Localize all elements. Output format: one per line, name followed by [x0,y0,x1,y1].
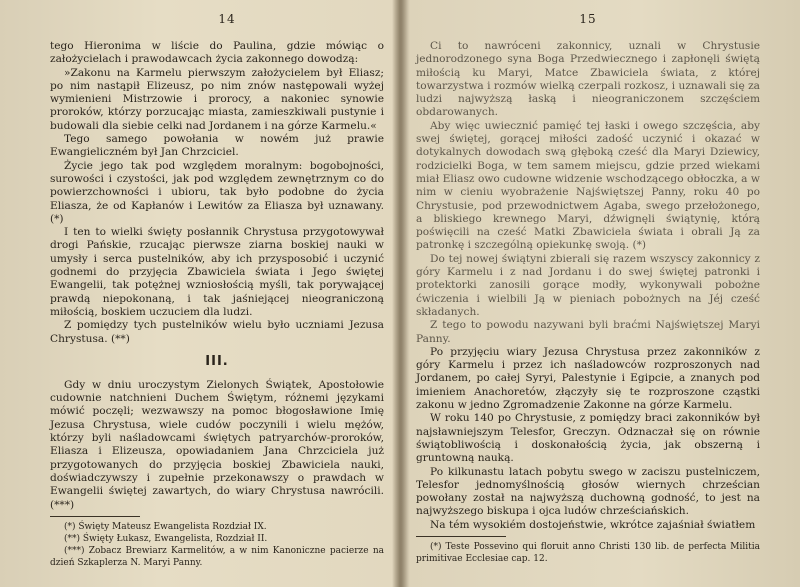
section-heading: III. [205,353,229,369]
page-number-right: 15 [579,12,597,26]
paragraph: I ten to wielki święty posłannik Chrystusa przygotowywał drogi Pańskie, rzucając pierwsze ziarna boskiej nauki w umysły i serca pustelników, aby ich przysposobić i uczynić godnemi do przyjęcia Zbawiciela świata i Jego świętej Ewangelii, tak potężnej wzniosłością myśli, tak porywającej prawdą niepokonaną, i tak jaśniejącej nieograniczoną miłością, boskiem uczuciem dla ludzi. [50,226,384,318]
right-page [402,0,800,587]
paragraph: W roku 140 po Chrystusie, z pomiędzy braci zakonników był najsławniejszym Telesfor, Greczyn. Odznaczał się on równie świątobliwością i doskonałością życia, jak obszerną i gruntowną nauką. [416,412,760,465]
footnote-divider [416,536,506,537]
page-number-left: 14 [218,12,236,26]
quote-paragraph: »Zakonu na Karmelu pierwszym założycielem był Eliasz; po nim nastąpił Elizeusz, po nim znów następowali wyżej wymienieni Mistrzowie i prorocy, a nakoniec synowie proroków, którzy porzucając miasta, zamieszkiwali pustynie i budowali dla siebie celki nad Jordanem i na górze Karmelu.« [50,66,384,132]
paragraph: Gdy w dniu uroczystym Zielonych Świątek, Apostołowie cudownie natchnieni Duchem Świętym, różnemi językami mówić poczęli; wezwawszy na pomoc błogosławione Imię Jezusa Chrystusa, wiele cudów poczynili i wielu mężów, którzy byli naśladowcami świętych patryarchów-proroków, Eliasza i Elizeusza, opowiadaniem Jana Chrzciciela już przygotowanych do przyjęcia boskiej Zbawiciela nauki, doświadczywszy i zupełnie przekonawszy o prawdach w Ewangelii świętej zawartych, do wiary Chrystusa nawrócili. (***) [50,378,384,511]
paragraph: Aby więc uwiecznić pamięć tej łaski i owego szczęścia, aby swej świętej, gorącej miłości zadość uczynić i okazać w dotykalnych dowodach swą głęboką cześć dla Maryi Dziewicy, rodzicielki Boga, w tem samem miejscu, gdzie przed wiekami miał Eliasz owo cudowne widzenie wschodzącego obłoczka, a w nim w cieniu wyobrażenie Najświętszej Panny, roku 40 po Chrystusie, pod przewodnictwem Agaba, swego przełożonego, a bliskiego krewnego Maryi, dźwignęli świątynię, którą poświęcili na cześć Matki Zbawiciela świata i obrali Ją za patronkę i szczególną opiekunkę swoją. (*) [416,119,760,252]
footnote: (**) Święty Łukasz, Ewangelista, Rozdział II. [64,533,268,544]
paragraph: Z tego to powodu nazywani byli braćmi Najświętszej Maryi Panny. [416,319,760,345]
paragraph: Z pomiędzy tych pustelników wielu było uczniami Jezusa Chrystusa. (**) [50,319,384,345]
footnote: (*) Święty Mateusz Ewangelista Rozdział IX. [64,521,267,532]
footnote: (***) Zobacz Brewiarz Karmelitów, a w nim Kanoniczne pacierze na dzień Szkaplerza N. Maryi Panny. [50,545,384,568]
paragraph: Do tej nowej świątyni zbierali się razem wszyscy zakonnicy z góry Karmelu i z nad Jordanu i do swej świętej patronki i protektorki zanosili gorące modły, wykonywali pobożne ćwiczenia i wielbili Ją w pieniach pobożnych na Jéj cześć składanych. [416,252,760,318]
footnote-divider [50,516,140,517]
paragraph: Życie jego tak pod względem moralnym: bogobojności, surowości i czystości, jak pod względem zewnętrznym co do powierzchowności i ubioru, tak było podobne do życia Eliasza, że od Kapłanów i Lewitów za Eliasza był uznawany. (*) [50,159,384,225]
paragraph: Ci to nawróceni zakonnicy, uznali w Chrystusie jednorodzonego syna Boga Przedwiecznego i zapłonęli świętą miłością ku Maryi, Matce Zbawiciela świata, z której towarzystwa i rozmów wielką czerpali rozkosz, i uznawali się za ludzi najwyższą łaską i nieograniczonem szczęściem obdarowanych. [416,40,760,119]
left-page [0,0,398,587]
footnote: (*) Teste Possevino qui floruit anno Christi 130 lib. de perfecta Militia primitivae Ecclesiae cap. 12. [416,541,760,564]
paragraph: tego Hieronima w liście do Paulina, gdzie mówiąc o założycielach i prawodawcach życia zakonnego dowodzą: [50,40,384,66]
paragraph: Po przyjęciu wiary Jezusa Chrystusa przez zakonników z góry Karmelu i przez ich naśladowców rozproszonych nad Jordanem, po całej Syryi, Palestynie i Egipcie, a znanych pod imieniem Anachoretów, złączyły się te rozproszone cząstki zakonu w jedno Zgromadzenie Zakonne na górze Karmelu. [416,345,760,412]
paragraph: Na tém wysokiém dostojeństwie, wkrótce zajaśniał światłem [430,518,756,531]
paragraph: Tego samego powołania w nowém już prawie Ewangieliczném był Jan Chrzciciel. [50,133,384,159]
paragraph: Po kilkunastu latach pobytu swego w zaciszu pustelniczem, Telesfor jednomyślnością głosów wiernych chrześcian powołany został na najwyższą duchowną godność, to jest na najwyższego biskupa i ojca ludów chrześciańskich. [416,465,760,518]
